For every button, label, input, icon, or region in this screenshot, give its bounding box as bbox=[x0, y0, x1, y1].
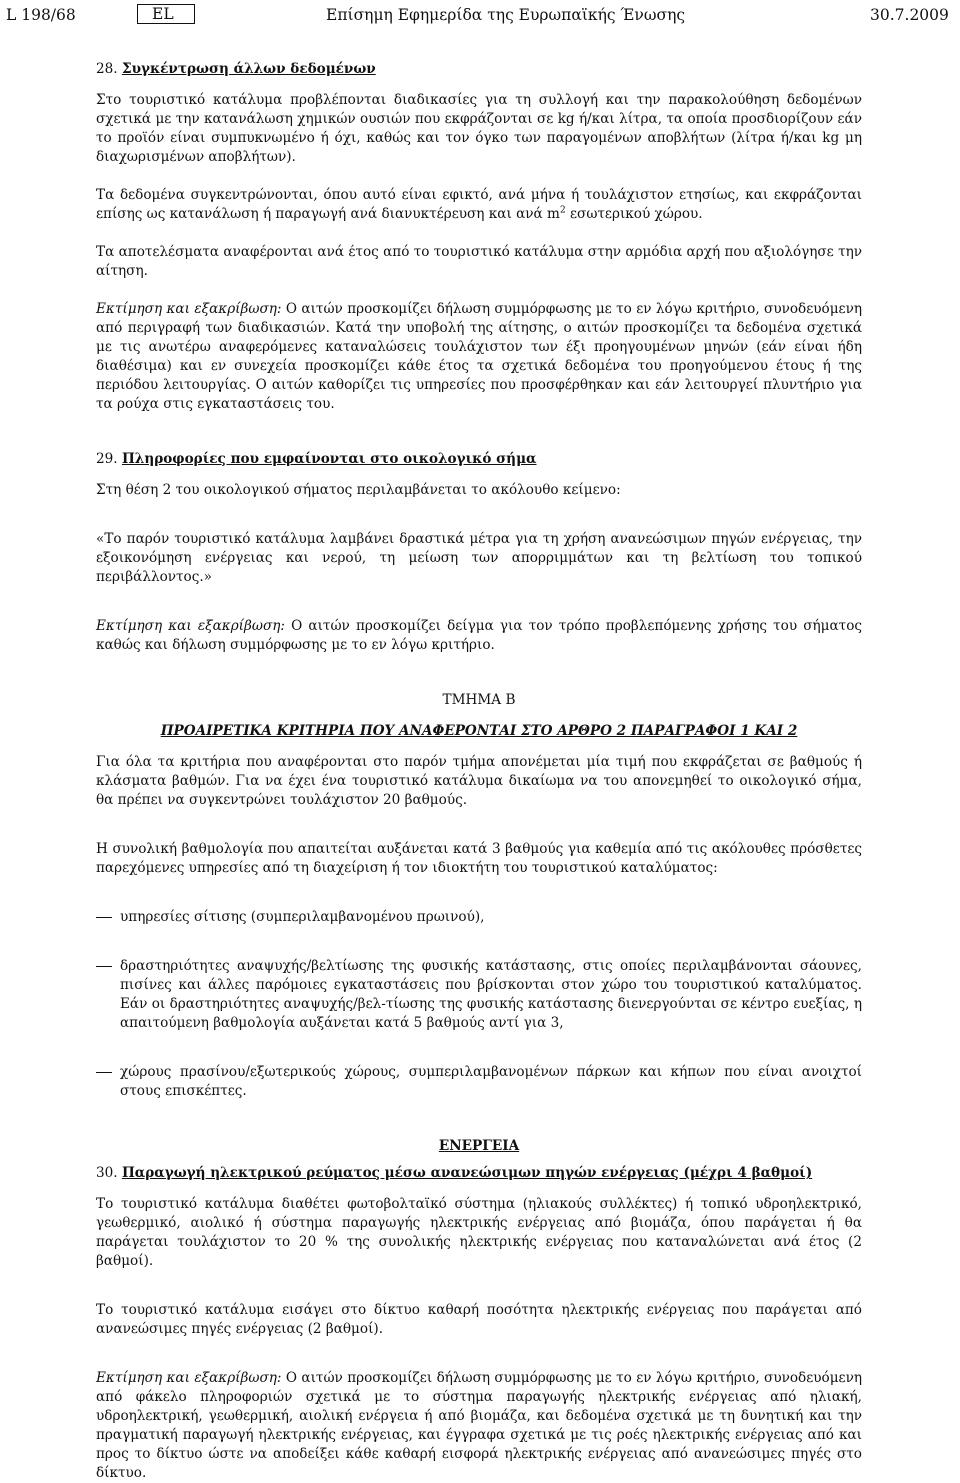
assessment-label: Εκτίμηση και εξακρίβωση: bbox=[96, 301, 282, 317]
quote-paragraph: «Το παρόν τουριστικό κατάλυμα λαμβάνει δραστικά μέτρα για τη χρήση ανανεώσιμων πηγών ενέργειας, την εξοικονόμηση ενέργειας και νερού, τη μείωση των απορριμμάτων και τη βελτίωση του τοπικού περιβάλλοντος.» bbox=[96, 531, 862, 585]
journal-title: Επίσημη Εφημερίδα της Ευρωπαϊκής Ένωσης bbox=[326, 6, 686, 24]
energy-heading: ΕΝΕΡΓΕΙΑ bbox=[438, 1138, 520, 1154]
paragraph: Στη θέση 2 του οικολογικού σήματος περιλαμβάνεται το ακόλουθο κείμενο: bbox=[96, 482, 621, 498]
assessment-paragraph: Εκτίμηση και εξακρίβωση: Ο αιτών προσκομίζει δείγμα για τον τρόπο προβλεπόμενης χρήσης του σήματος καθώς και δήλωση συμμόρφωσης με το εν λόγω κριτήριο. bbox=[96, 618, 862, 653]
assessment-label: Εκτίμηση και εξακρίβωση: bbox=[96, 618, 285, 634]
section-title: Συγκέντρωση άλλων δεδομένων bbox=[121, 61, 376, 77]
assessment-label: Εκτίμηση και εξακρίβωση: bbox=[96, 1370, 282, 1386]
section-28-heading bbox=[96, 60, 862, 79]
section-number: 28. bbox=[96, 61, 118, 77]
paragraph-with-superscript: Τα δεδομένα συγκεντρώνονται, όπου αυτό είναι εφικτό, ανά μήνα ή τουλάχιστον ετησίως, και εκφράζονται επίσης ως κατανάλωση ή παραγωγή ανά διανυκτέρευση και ανά $m^2$ εσωτερικού χώρου. bbox=[96, 187, 862, 222]
language-box: EL bbox=[137, 4, 195, 24]
list-item: υπηρεσίες σίτισης (συμπεριλαμβανομένου πρωινού), bbox=[120, 909, 485, 925]
section-number: 29. bbox=[96, 451, 118, 467]
list-item: δραστηριότητες αναψυχής/βελτίωσης της φυσικής κατάστασης, στις οποίες περιλαμβάνονται σάουνες, πισίνες και άλλες παρόμοιες εγκαταστάσεις που βρίσκονται στον χώρο του τουριστικού καταλύματος. Εάν οι δραστηριότητες αναψυχής/βελ-τίωσης της φυσικής κατάστασης διενεργούνται σε κέντρο ευεξίας, η απαιτούμενη βαθμολογία αυξάνεται κατά 5 βαθμούς αντί για 3, bbox=[120, 958, 862, 1031]
paragraph: Για όλα τα κριτήρια που αναφέρονται στο παρόν τμήμα απονέμεται μία τιμή που εκφράζεται σε βαθμούς ή κλάσματα βαθμών. Για να έχει ένα τουριστικό κατάλυμα δικαίωμα να του απονεμηθεί το οικολογικό σήμα, θα πρέπει να συγκεντρώνει τουλάχιστον 20 βαθμούς. bbox=[96, 754, 862, 808]
page-reference: L 198/68 bbox=[6, 6, 76, 24]
section-title: Πληροφορίες που εμφαίνονται στο οικολογικό σήμα bbox=[121, 451, 537, 467]
section-30-heading bbox=[96, 1164, 862, 1183]
section-number: 30. bbox=[96, 1165, 118, 1181]
paragraph: Το τουριστικό κατάλυμα εισάγει στο δίκτυο καθαρή ποσότητα ηλεκτρικής ενέργειας που παράγεται από ανανεώσιμες πηγές ενέργειας (2 βαθμοί). bbox=[96, 1302, 862, 1337]
paragraph: Η συνολική βαθμολογία που απαιτείται αυξάνεται κατά 3 βαθμούς για καθεμία από τις ακόλουθες πρόσθετες παρεχόμενες υπηρεσίες από τη διαχείριση ή τον ιδιοκτήτη του τουριστικού καταλύματος: bbox=[96, 841, 862, 876]
list-item: χώρους πρασίνου/εξωτερικούς χώρους, συμπεριλαμβανομένων πάρκων και κήπων που είναι ανοιχτοί στους επισκέπτες. bbox=[120, 1064, 862, 1099]
assessment-paragraph: Εκτίμηση και εξακρίβωση: Ο αιτών προσκομίζει δήλωση συμμόρφωσης με το εν λόγω κριτήριο, συνοδευόμενη από περιγραφή των διαδικασιών. Κατά την υποβολή της αίτησης, ο αιτών προσκομίζει τα δεδομένα σχετικά με τις ανωτέρω αναφερόμενες καταναλώσεις τουλάχιστον των έξι προηγουμένων μηνών (εάν είναι ήδη διαθέσιμα) και εν συνεχεία προσκομίζει κάθε έτος τα σχετικά δεδομένα του προηγούμενου έτους ή της περιόδου λειτουργίας. Ο αιτών καθορίζει τις υπηρεσίες που προσφέρθηκαν και εάν λειτουργεί πλυντήριο για τα ρούχα στις εγκαταστάσεις του. bbox=[96, 301, 862, 412]
paragraph: Τα αποτελέσματα αναφέρονται ανά έτος από το τουριστικό κατάλυμα στην αρμόδια αρχή που αξιολόγησε την αίτηση. bbox=[96, 244, 862, 279]
paragraph: Το τουριστικό κατάλυμα διαθέτει φωτοβολταϊκό σύστημα (ηλιακούς συλλέκτες) ή τοπικό υδροηλεκτρικό, γεωθερμικό, αιολικό ή σύστημα παραγωγής ηλεκτρικής ενέργειας από βιομάζα, όπου παράγεται ή θα παράγεται τουλάχιστον το 20 % της συνολικής ηλεκτρικής ενέργειας που καταναλώνεται ανά έτος (2 βαθμοί). bbox=[96, 1196, 862, 1269]
section-b-heading: ΠΡΟΑΙΡΕΤΙΚΑ ΚΡΙΤΗΡΙΑ ΠΟΥ ΑΝΑΦΕΡΟΝΤΑΙ ΣΤΟ ΑΡΘΡΟ 2 ΠΑΡΑΓΡΑΦΟΙ 1 ΚΑΙ 2 bbox=[160, 723, 798, 739]
superscript: 2 bbox=[559, 205, 566, 216]
section-title: Παραγωγή ηλεκτρικού ρεύματος μέσω ανανεώσιμων πηγών ενέργειας (μέχρι 4 βαθμοί) bbox=[121, 1165, 813, 1181]
paragraph: Στο τουριστικό κατάλυμα προβλέπονται διαδικασίες για τη συλλογή και την παρακολούθηση δεδομένων σχετικά με την κατανάλωση χημικών ουσιών που εκφράζονται σε kg ή/και λίτρα, τα οποία προσδιορίζουν εάν το προϊόν είναι συμπυκνωμένο ή όχι, καθώς και τον όγκο των παραγομένων αποβλήτων (λίτρα ή/και kg μη διαχωρισμένων αποβλήτων). bbox=[96, 92, 862, 165]
section-b-label: ΤΜΗΜΑ Β bbox=[442, 692, 516, 708]
assessment-paragraph: Εκτίμηση και εξακρίβωση: Ο αιτών προσκομίζει δήλωση συμμόρφωσης με το εν λόγω κριτήριο, συνοδευόμενη από φάκελο πληροφοριών σχετικά με το σύστημα παραγωγής ηλεκτρικής ενέργειας από ηλιακή, υδροηλεκτρική, γεωθερμική, αιολική ενέργεια ή από βιομάζα, και δεδομένα σχετικά με τη δυνητική και την πραγματική παραγωγή ηλεκτρικής ενέργειας, και έγγραφα σχετικά με τις ροές ηλεκτρικής ενέργειας από και προς το δίκτυο ώστε να αποδείξει κάθε καθαρή εισφορά ηλεκτρικής ενέργειας από ανανεώσιμες πηγές στο δίκτυο. bbox=[96, 1370, 862, 1481]
document-body bbox=[96, 60, 862, 1483]
publication-date: 30.7.2009 bbox=[870, 6, 949, 24]
section-29-heading bbox=[96, 450, 862, 469]
page-header bbox=[0, 6, 960, 28]
